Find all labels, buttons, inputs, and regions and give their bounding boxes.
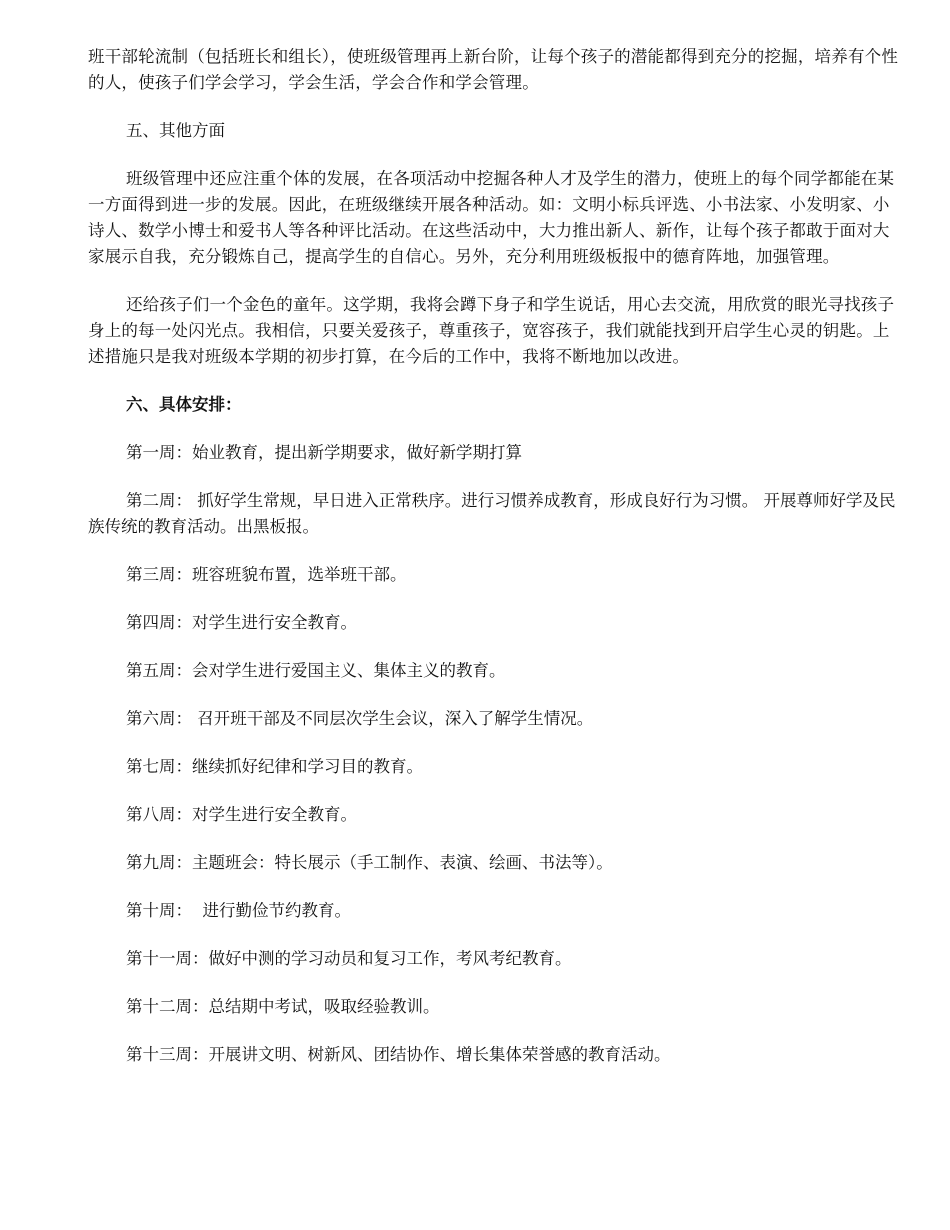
week-item: 第九周：主题班会：特长展示（手工制作、表演、绘画、书法等）。 [126, 853, 613, 872]
week-item: 第三周：班容班貌布置，选举班干部。 [126, 565, 407, 584]
week-item: 第七周：继续抓好纪律和学习目的教育。 [126, 757, 423, 776]
week-item: 第十二周：总结期中考试，吸取经验教训。 [126, 997, 440, 1016]
week-item: 第十三周：开展讲文明、树新风、团结协作、增长集体荣誉感的教育活动。 [126, 1045, 671, 1064]
week-item: 第一周：始业教育，提出新学期要求，做好新学期打算 [126, 443, 522, 462]
week-item: 第八周：对学生进行安全教育。 [126, 805, 357, 824]
week-item: 第六周： 召开班干部及不同层次学生会议，深入了解学生情况。 [126, 709, 594, 728]
week-item: 第十周： 进行勤俭节约教育。 [126, 901, 351, 920]
section-heading-specific-arrangements: 六、具体安排： [126, 395, 242, 414]
week-item: 第五周：会对学生进行爱国主义、集体主义的教育。 [126, 661, 506, 680]
paragraph-golden-childhood: 还给孩子们一个金色的童年。这学期，我将会蹲下身子和学生说话，用心去交流，用欣赏的眼光寻找孩子身上的每一处闪光点。我相信，只要关爱孩子，尊重孩子，宽容孩子，我们就能找到开启学生心灵的钥匙。上述措施只是我对班级本学期的初步打算，在今后的工作中，我将不断地加以改进。 [88, 295, 895, 366]
week-item: 第十一周：做好中测的学习动员和复习工作，考风考纪教育。 [126, 949, 572, 968]
week-item: 第四周：对学生进行安全教育。 [126, 613, 357, 632]
paragraph-individual-development: 班级管理中还应注重个体的发展，在各项活动中挖掘各种人才及学生的潜力，使班上的每个同学都能在某一方面得到进一步的发展。因此，在班级继续开展各种活动。如：文明小标兵评选、小书法家、小发明家、小诗人、数学小博士和爱书人等各种评比活动。在这些活动中，大力推出新人、新作，让每个孩子都敢于面对大家展示自我，充分锻炼自己，提高学生的自信心。另外，充分利用班级板报中的德育阵地，加强管理。 [88, 169, 895, 266]
section-heading-other-aspects: 五、其他方面 [126, 121, 225, 140]
week-item: 第二周： 抓好学生常规，早日进入正常秩序。进行习惯养成教育，形成良好行为习惯。 开展尊师好学及民族传统的教育活动。出黑板报。 [88, 491, 896, 536]
paragraph-class-cadre-rotation: 班干部轮流制（包括班长和组长），使班级管理再上新台阶，让每个孩子的潜能都得到充分的挖掘，培养有个性的人，使孩子们学会学习，学会生活，学会合作和学会管理。 [88, 47, 899, 92]
